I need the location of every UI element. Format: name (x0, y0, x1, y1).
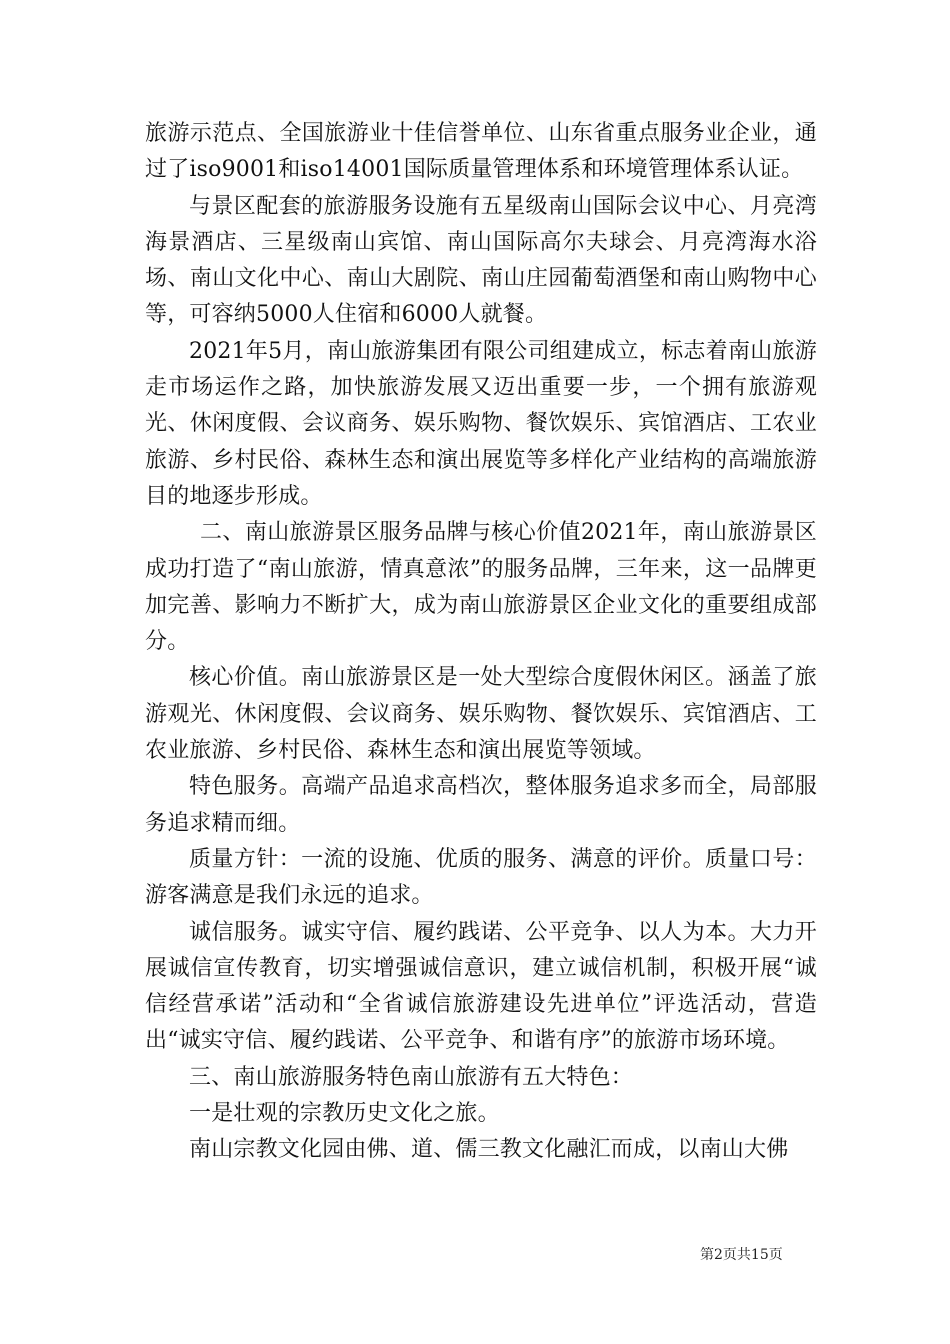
paragraph-religious-park: 南山宗教文化园由佛、道、儒三教文化融汇而成，以南山大佛 (189, 1137, 789, 1163)
paragraph-section-two-heading: 二、南山旅游景区服务品牌与核心价值2021年，南山旅游景区成功打造了“南山旅游，情真意浓”的服务品牌，三年来，这一品牌更加完善、影响力不断扩大，成为南山旅游景区企业文化的重要组成部分。 (145, 520, 817, 655)
paragraph-facilities: 与景区配套的旅游服务设施有五星级南山国际会议中心、月亮湾海景酒店、三星级南山宾馆、南山国际高尔夫球会、月亮湾海水浴场、南山文化中心、南山大剧院、南山庄园葡萄酒堡和南山购物中心等，可容纳5000人住宿和6000人就餐。 (145, 193, 817, 328)
paragraph-section-three-heading: 三、南山旅游服务特色南山旅游有五大特色： (189, 1064, 634, 1090)
document-body (145, 116, 817, 1169)
paragraph-group-founding: 2021年5月，南山旅游集团有限公司组建成立，标志着南山旅游走市场运作之路，加快旅游发展又迈出重要一步，一个拥有旅游观光、休闲度假、会议商务、娱乐购物、餐饮娱乐、宾馆酒店、工农业旅游、乡村民俗、森林生态和演出展览等多样化产业结构的高端旅游目的地逐步形成。 (145, 338, 817, 509)
paragraph-quality-policy: 质量方针：一流的设施、优质的服务、满意的评价。质量口号：游客满意是我们永远的追求。 (145, 846, 817, 909)
paragraph-continued: 旅游示范点、全国旅游业十佳信誉单位、山东省重点服务业企业，通过了iso9001和iso14001国际质量管理体系和环境管理体系认证。 (145, 121, 817, 183)
paragraph-core-value: 核心价值。南山旅游景区是一处大型综合度假休闲区。涵盖了旅游观光、休闲度假、会议商务、娱乐购物、餐饮娱乐、宾馆酒店、工农业旅游、乡村民俗、森林生态和演出展览等领域。 (145, 665, 817, 764)
paragraph-special-service: 特色服务。高端产品追求高档次，整体服务追求多而全，局部服务追求精而细。 (145, 774, 817, 836)
page-number-footer: 第2页共15页 (700, 1247, 783, 1263)
paragraph-feature-one: 一是壮观的宗教历史文化之旅。 (189, 1101, 500, 1127)
paragraph-integrity-service: 诚信服务。诚实守信、履约践诺、公平竞争、以人为本。大力开展诚信宣传教育，切实增强诚信意识，建立诚信机制，积极开展“诚信经营承诺”活动和“全省诚信旅游建设先进单位”评选活动，营造出“诚实守信、履约践诺、公平竞争、和谐有序”的旅游市场环境。 (145, 919, 817, 1054)
